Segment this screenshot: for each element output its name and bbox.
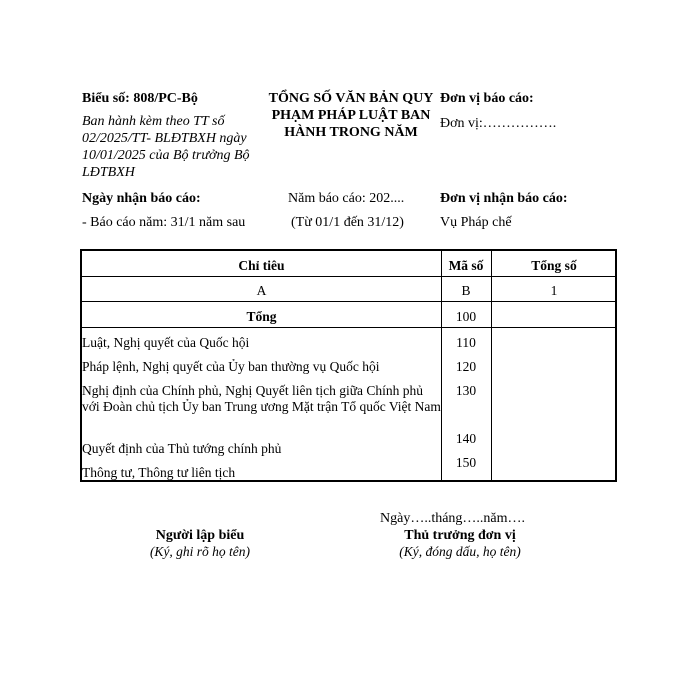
table-row-label: Luật, Nghị quyết của Quốc hội (82, 335, 250, 350)
unit-head-title: Thủ trưởng đơn vị (404, 528, 516, 543)
receive-date-value: - Báo cáo năm: 31/1 năm sau (82, 215, 246, 230)
index-cell-b: B (461, 283, 471, 298)
table-row-label: Nghị định của Chính phủ, Nghị Quyết liên tịch giữa Chính phủ với Đoàn chủ tịch Ủy ban Trung ương Mặt trận Tổ quốc Việt Nam (82, 383, 441, 414)
report-title: TỔNG SỐ VĂN BẢN QUY PHẠM PHÁP LUẬT BAN HÀNH TRONG NĂM (268, 91, 434, 140)
report-table (80, 249, 617, 482)
receive-date-label: Ngày nhận báo cáo: (82, 191, 201, 206)
report-year-range: (Từ 01/1 đến 31/12) (291, 215, 404, 230)
preparer-title: Người lập biểu (155, 528, 245, 543)
table-row-code: 120 (455, 359, 477, 374)
header-criteria: Chỉ tiêu (238, 258, 285, 273)
receiving-unit-value: Vụ Pháp chế (440, 215, 512, 230)
header-total: Tổng số (531, 258, 577, 273)
preparer-note: (Ký, ghi rõ họ tên) (149, 544, 251, 559)
table-row-label: Thông tư, Thông tư liên tịch (82, 465, 236, 480)
table-row-code: 110 (456, 335, 476, 350)
table-row-label: Quyết định của Thủ tướng chính phủ (82, 441, 282, 456)
reporting-unit-label: Đơn vị báo cáo: (440, 91, 534, 106)
total-row-code: 100 (455, 309, 477, 324)
unit-head-note: (Ký, đóng dấu, họ tên) (399, 544, 521, 559)
signature-date-line: Ngày…..tháng…..năm…. (380, 511, 526, 526)
table-row-code: 150 (455, 455, 477, 470)
index-cell-a: A (256, 283, 267, 298)
reporting-unit-value: Đơn vị:……………. (440, 116, 557, 131)
table-row-code: 130 (455, 383, 477, 398)
report-year-label: Năm báo cáo: 202.... (288, 191, 405, 206)
row-divider (82, 276, 615, 277)
table-row-label: Pháp lệnh, Nghị quyết của Ủy ban thường vụ Quốc hội (82, 359, 380, 374)
header-code: Mã số (448, 258, 484, 273)
table-row-code: 140 (455, 431, 477, 446)
receiving-unit-label: Đơn vị nhận báo cáo: (440, 191, 568, 206)
row-divider (82, 327, 615, 328)
total-row-label: Tổng (246, 309, 277, 324)
issued-note: Ban hành kèm theo TT số 02/2025/TT- BLĐTBXH ngày 10/01/2025 của Bộ trưởng Bộ LĐTBXH (82, 114, 250, 180)
index-cell-1: 1 (550, 283, 558, 298)
row-divider (82, 301, 615, 302)
form-code: Biểu số: 808/PC-Bộ (82, 91, 198, 106)
